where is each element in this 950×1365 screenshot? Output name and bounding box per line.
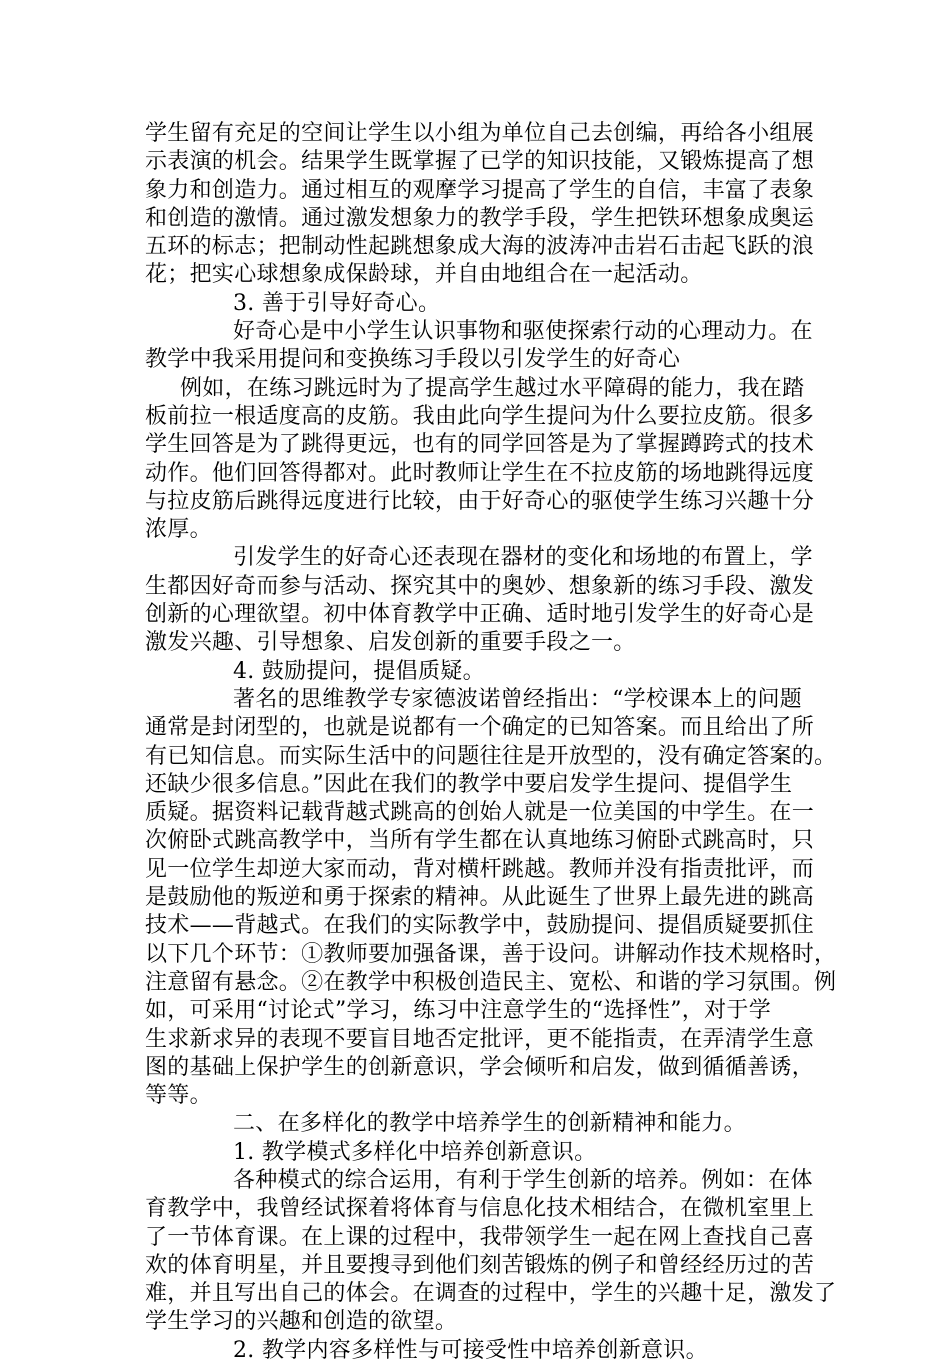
text-line: 以下几个环节：①教师要加强备课，善于设问。讲解动作技术规格时，: [145, 941, 837, 967]
text-line: 质疑。据资料记载背越式跳高的创始人就是一位美国的中学生。在一: [145, 800, 815, 826]
text-line: 注意留有悬念。②在教学中积极创造民主、宽松、和谐的学习氛围。例: [145, 969, 837, 995]
text-line: 各种模式的综合运用，有利于学生创新的培养。例如：在体: [233, 1167, 813, 1193]
text-line: 如，可采用“讨论式”学习，练习中注意学生的“选择性”，对于学: [145, 998, 771, 1024]
text-line: 学生留有充足的空间让学生以小组为单位自己去创编，再给各小组展: [145, 121, 815, 146]
text-line: 技术——背越式。在我们的实际教学中，鼓励提问、提倡质疑要抓住: [145, 913, 815, 939]
text-line: 动作。他们回答得都对。此时教师让学生在不拉皮筋的场地跳得远度: [145, 460, 815, 486]
text-line: 难，并且写出自己的体会。在调查的过程中，学生的兴趣十足，激发了: [145, 1281, 837, 1307]
text-line: 与拉皮筋后跳得远度进行比较，由于好奇心的驱使学生练习兴趣十分: [145, 488, 815, 514]
text-line: 生都因好奇而参与活动、探究其中的奥妙、想象新的练习手段、激发: [145, 573, 815, 599]
text-line: 有已知信息。而实际生活中的问题往往是开放型的，没有确定答案的。: [145, 743, 837, 769]
text-line: 等等。: [145, 1083, 212, 1109]
text-line: 通常是封闭型的，也就是说都有一个确定的已知答案。而且给出了所: [145, 715, 815, 741]
document-body: [145, 120, 837, 1365]
text-line: 花；把实心球想象成保龄球，并自由地组合在一起活动。: [145, 262, 703, 288]
text-line: 引发学生的好奇心还表现在器材的变化和场地的布置上，学: [233, 545, 813, 571]
text-line: 好奇心是中小学生认识事物和驱使探索行动的心理动力。在: [233, 319, 813, 345]
text-line: 著名的思维教学专家德波诺曾经指出：“学校课本上的问题: [233, 686, 803, 712]
section-heading: 二、在多样化的教学中培养学生的创新精神和能力。: [233, 1111, 746, 1137]
text-line: 图的基础上保护学生的创新意识，学会倾听和启发，做到循循善诱，: [145, 1054, 815, 1080]
text-line: 次俯卧式跳高教学中，当所有学生都在认真地练习俯卧式跳高时，只: [145, 828, 815, 854]
text-line: 见一位学生却逆大家而动，背对横杆跳越。教师并没有指责批评，而: [145, 856, 815, 882]
text-line: 是鼓励他的叛逆和勇于探索的精神。从此诞生了世界上最先进的跳高: [145, 885, 815, 911]
text-line: 还缺少很多信息。”因此在我们的教学中要启发学生提问、提倡学生: [145, 771, 793, 797]
text-line: 了一节体育课。在上课的过程中，我带领学生一起在网上查找自己喜: [145, 1224, 815, 1250]
text-line: 学生学习的兴趣和创造的欲望。: [145, 1309, 458, 1335]
text-line: 学生回答是为了跳得更远，也有的同学回答是为了掌握蹲跨式的技术: [145, 432, 815, 458]
text-line: 育教学中，我曾经试探着将体育与信息化技术相结合，在微机室里上: [145, 1196, 815, 1222]
text-line: 五环的标志；把制动性起跳想象成大海的波涛冲击岩石击起飞跃的浪: [145, 234, 815, 260]
text-line: 象力和创造力。通过相互的观摩学习提高了学生的自信，丰富了表象: [145, 177, 815, 203]
section-heading: 3. 善于引导好奇心。: [233, 290, 441, 316]
text-line: 激发兴趣、引导想象、启发创新的重要手段之一。: [145, 630, 636, 656]
text-line: 例如，在练习跳远时为了提高学生越过水平障碍的能力，我在踏: [180, 375, 805, 401]
section-heading: 1. 教学模式多样化中培养创新意识。: [233, 1139, 597, 1165]
section-heading: 2. 教学内容多样性与可接受性中培养创新意识。: [233, 1337, 708, 1363]
text-line: 和创造的激情。通过激发想象力的教学手段，学生把铁环想象成奥运: [145, 205, 815, 231]
text-line: 生求新求异的表现不要盲目地否定批评，更不能指责，在弄清学生意: [145, 1026, 815, 1052]
text-line: 浓厚。: [145, 517, 212, 543]
text-line: 板前拉一根适度高的皮筋。我由此向学生提问为什么要拉皮筋。很多: [145, 403, 815, 429]
text-line: 教学中我采用提问和变换练习手段以引发学生的好奇心: [145, 347, 681, 373]
section-heading: 4. 鼓励提问，提倡质疑。: [233, 658, 485, 684]
text-line: 欢的体育明星，并且要搜寻到他们刻苦锻炼的例子和曾经经历过的苦: [145, 1252, 815, 1278]
text-line: 示表演的机会。结果学生既掌握了已学的知识技能，又锻炼提高了想: [145, 149, 815, 175]
text-line: 创新的心理欲望。初中体育教学中正确、适时地引发学生的好奇心是: [145, 602, 815, 628]
